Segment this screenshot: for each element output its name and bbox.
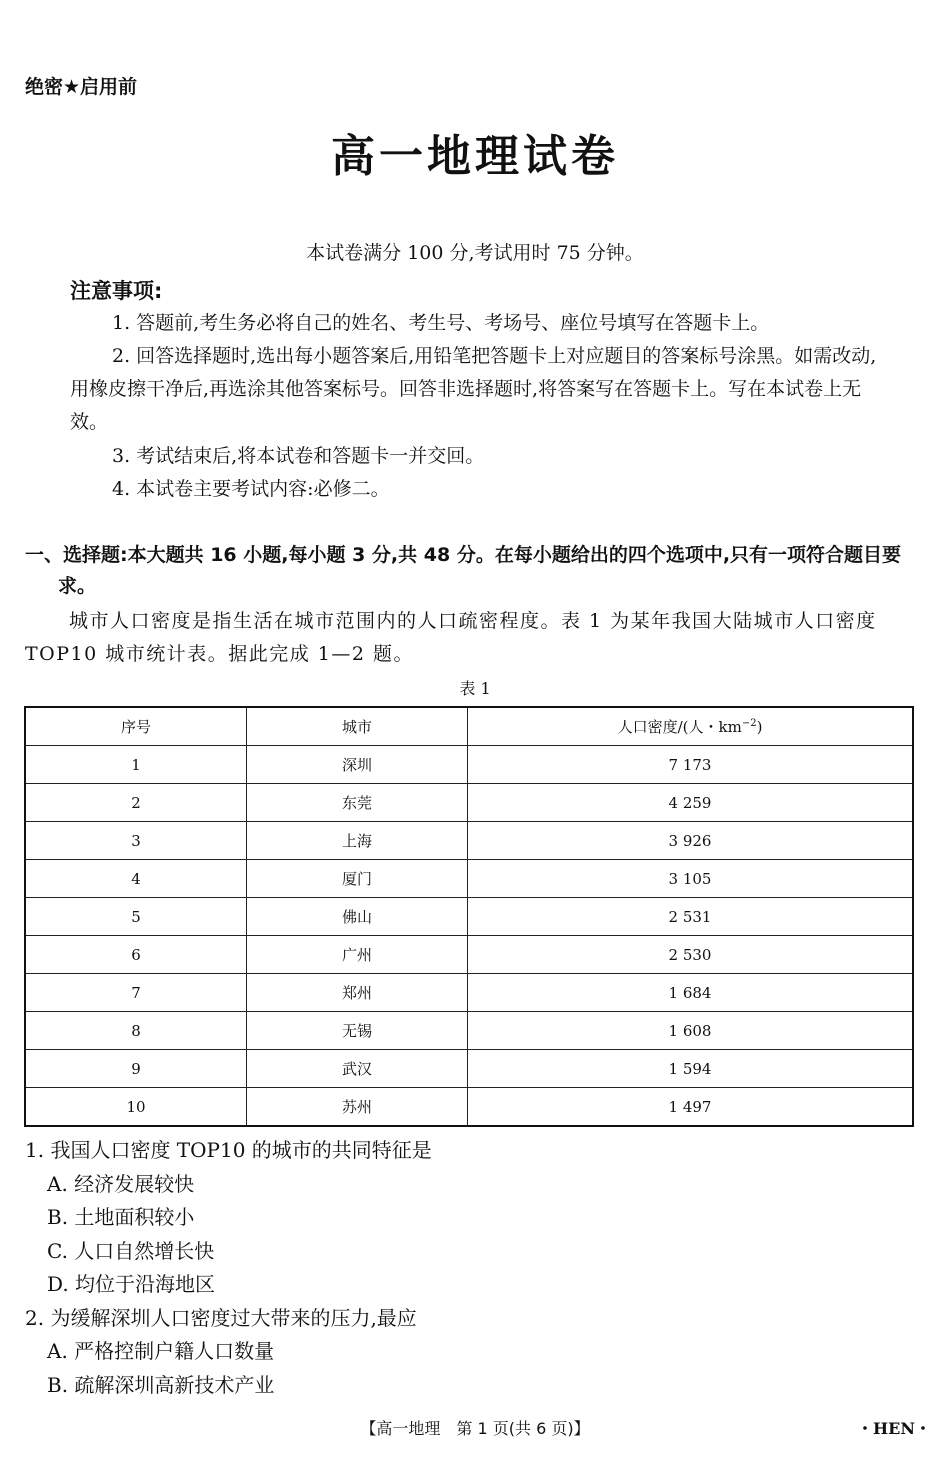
table-row <box>25 1050 913 1088</box>
cell-density: 3 105 <box>468 860 914 898</box>
cell-city: 武汉 <box>247 1050 468 1088</box>
cell-city: 上海 <box>247 822 468 860</box>
cell-density: 1 684 <box>468 974 914 1012</box>
cell-index: 9 <box>25 1050 247 1088</box>
paper-code: ・HEN・ <box>857 1419 931 1438</box>
page-footer: 【高一地理 第 1 页(共 6 页)】 <box>360 1419 590 1438</box>
question-intro: 城市人口密度是指生活在城市范围内的人口疏密程度。表 1 为某年我国大陆城市人口密度 TOP10 城市统计表。据此完成 1—2 题。 <box>25 610 877 665</box>
confidential-label: 绝密★启用前 <box>25 76 138 98</box>
question-1-stem: 1. 我国人口密度 TOP10 的城市的共同特征是 <box>25 1138 432 1162</box>
cell-index: 8 <box>25 1012 247 1050</box>
notice-item-3: 3. 考试结束后,将本试卷和答题卡一并交回。 <box>112 445 485 467</box>
cell-density: 3 926 <box>468 822 914 860</box>
cell-city: 无锡 <box>247 1012 468 1050</box>
question-1-option-a: A. 经济发展较快 <box>47 1172 195 1196</box>
cell-density: 1 608 <box>468 1012 914 1050</box>
question-1-option-b: B. 土地面积较小 <box>47 1205 195 1229</box>
cell-city: 广州 <box>247 936 468 974</box>
table-header-row <box>25 707 913 746</box>
table-row <box>25 822 913 860</box>
header-city: 城市 <box>247 707 468 746</box>
cell-index: 7 <box>25 974 247 1012</box>
cell-index: 5 <box>25 898 247 936</box>
page-title: 高一地理试卷 <box>331 131 619 182</box>
cell-index: 3 <box>25 822 247 860</box>
cell-city: 苏州 <box>247 1088 468 1127</box>
table-row <box>25 784 913 822</box>
notice-item-2: 2. 回答选择题时,选出每小题答案后,用铅笔把答题卡上对应题目的答案标号涂黑。如需改动,用橡皮擦干净后,再选涂其他答案标号。回答非选择题时,将答案写在答题卡上。写在本试卷上无效。 <box>70 345 877 433</box>
notice-heading: 注意事项: <box>70 279 163 303</box>
cell-index: 1 <box>25 746 247 784</box>
cell-index: 6 <box>25 936 247 974</box>
cell-density: 1 594 <box>468 1050 914 1088</box>
cell-density: 7 173 <box>468 746 914 784</box>
cell-city: 厦门 <box>247 860 468 898</box>
table-row <box>25 746 913 784</box>
table-row <box>25 898 913 936</box>
notice-item-1: 1. 答题前,考生务必将自己的姓名、考生号、考场号、座位号填写在答题卡上。 <box>112 312 770 334</box>
cell-density: 2 531 <box>468 898 914 936</box>
table-row <box>25 1088 913 1127</box>
table-row <box>25 974 913 1012</box>
table-row <box>25 1012 913 1050</box>
cell-city: 佛山 <box>247 898 468 936</box>
question-1-option-c: C. 人口自然增长快 <box>47 1239 215 1263</box>
population-density-table <box>24 706 914 1127</box>
exam-meta: 本试卷满分 100 分,考试用时 75 分钟。 <box>306 242 644 264</box>
question-2-option-a: A. 严格控制户籍人口数量 <box>47 1339 275 1363</box>
cell-index: 4 <box>25 860 247 898</box>
cell-index: 2 <box>25 784 247 822</box>
cell-density: 1 497 <box>468 1088 914 1127</box>
header-density: 人口密度/(人・$km^{-2}$) <box>468 707 914 746</box>
cell-index: 10 <box>25 1088 247 1127</box>
notice-item-4: 4. 本试卷主要考试内容:必修二。 <box>112 478 390 500</box>
question-2-option-b: B. 疏解深圳高新技术产业 <box>47 1373 275 1397</box>
question-2-stem: 2. 为缓解深圳人口密度过大带来的压力,最应 <box>25 1306 417 1330</box>
question-1-option-d: D. 均位于沿海地区 <box>47 1272 216 1296</box>
table-row <box>25 860 913 898</box>
cell-density: 2 530 <box>468 936 914 974</box>
cell-density: 4 259 <box>468 784 914 822</box>
header-index: 序号 <box>25 707 247 746</box>
section-heading: 一、选择题:本大题共 16 小题,每小题 3 分,共 48 分。在每小题给出的四个选项中,只有一项符合题目要求。 <box>25 544 902 597</box>
cell-city: 深圳 <box>247 746 468 784</box>
cell-city: 郑州 <box>247 974 468 1012</box>
table-row <box>25 936 913 974</box>
table-caption: 表 1 <box>459 679 491 698</box>
cell-city: 东莞 <box>247 784 468 822</box>
